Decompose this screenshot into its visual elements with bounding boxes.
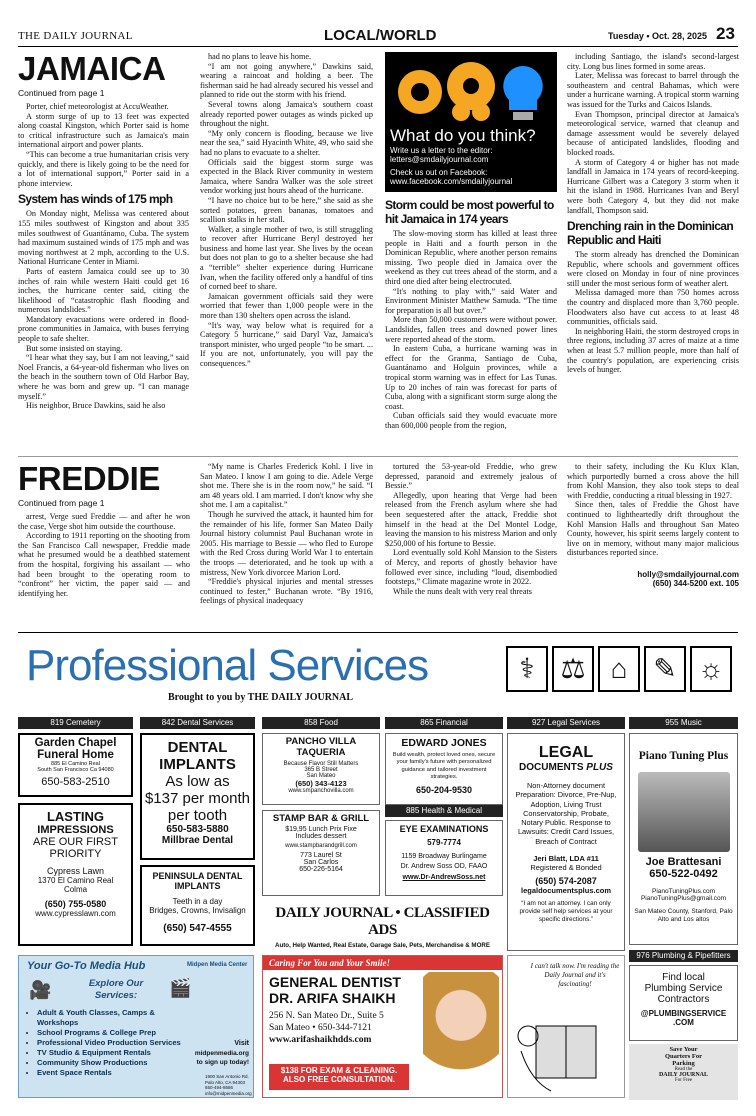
freddie-continued: Continued from page 1 bbox=[18, 498, 105, 508]
jones-text: Build wealth, protect loved ones, secure your family's future with personalized guidance and tailored investment strategies. bbox=[392, 752, 496, 781]
stamp-title: STAMP BAR & GRILL bbox=[272, 813, 370, 824]
cypress-line-3: ARE OUR FIRST bbox=[33, 836, 118, 848]
cypress-web: www.cypresslawn.com bbox=[35, 909, 116, 918]
dental-line-4: $137 per month bbox=[144, 790, 251, 807]
jamaica-text-1b bbox=[18, 209, 189, 410]
pancho-line-5: San Mateo bbox=[306, 773, 336, 779]
cypress-line-2: IMPRESSIONS bbox=[37, 824, 114, 836]
video-camera-icon: 🎬 bbox=[169, 978, 192, 998]
legal-name: Jeri Blatt, LDA #11 bbox=[533, 854, 599, 864]
save-line-4: Read the bbox=[674, 1067, 693, 1072]
paragraph: arrest, Verge sued Freddie — and after he won the case, Verge shot him outside the courthouse. bbox=[18, 512, 190, 531]
stamp-web: www.stampbarandgrill.com bbox=[285, 843, 357, 849]
piano-phone: 650-522-0492 bbox=[649, 868, 718, 880]
wrench-icon: ✎ bbox=[644, 646, 686, 692]
media-logo: Midpen Media Center bbox=[187, 962, 248, 968]
jamaica-subhead-winds: System has winds of 175 mph bbox=[18, 192, 173, 207]
ad-save-quarters bbox=[629, 1044, 738, 1100]
classified-title: DAILY JOURNAL • CLASSIFIED ADS bbox=[275, 905, 490, 938]
pancho-line-4: 365 B Street bbox=[304, 767, 338, 773]
eye-phone: 579-7774 bbox=[427, 838, 461, 847]
paragraph: “I have no choice but to be here,” she said as she sorted potatoes, green bananas, tomatoes and scallion stalks in her stall. bbox=[200, 195, 373, 225]
paragraph: A storm of Category 4 or higher has not made landfall in Jamaica in 174 years of record-keeping. Hurricane Gilbert was a Category 3 storm when it hit the island in 1988. Hurricanes Ivan and Beryl were both Category 4, but they did not make landfall, Thompson said. bbox=[567, 157, 739, 215]
issue-date: Tuesday • Oct. 28, 2025 bbox=[608, 31, 708, 41]
paragraph: In eastern Cuba, a hurricane warning was in effect for the Granma, Santiago de Cuba, Guantánamo and Holguin provinces, while a tropical storm warning was in effect for Las Tunas. Up to 20 inches of rain was forecast for parts of Cuba, along with a significant storm surge along the coast. bbox=[385, 344, 557, 411]
promo-title: What do you think? bbox=[390, 126, 536, 145]
cartoon-caption: I can't talk now. I'm reading the Daily Journal and it's fascinating! bbox=[530, 962, 620, 988]
paragraph: Later, Melissa was forecast to barrel through the southeastern and central Bahamas, which were under a hurricane warning. A tropical storm warning was issued for the Turks and Caicos Islands. bbox=[567, 71, 739, 109]
ad-stamp-bar[interactable] bbox=[262, 810, 380, 896]
cat-dental: 842 Dental Services bbox=[140, 717, 255, 729]
paragraph: In neighboring Haiti, the storm destroyed crops in three regions, including 37 acres of maize at a time when at least 5.7 million people, more than half of the country's population, are experiencing crisis levels of hunger. bbox=[567, 326, 739, 375]
cypress-line-1: LASTING bbox=[46, 809, 105, 824]
ad-millbrae-dental[interactable] bbox=[140, 733, 255, 860]
paper-name: THE DAILY JOURNAL bbox=[18, 30, 133, 42]
freddie-col-4 bbox=[567, 462, 739, 628]
jamaica-text-4a bbox=[567, 52, 739, 215]
media-service-item: • Event Space Rentals bbox=[37, 1068, 197, 1078]
page-number: 23 bbox=[716, 24, 735, 43]
masthead bbox=[18, 20, 738, 44]
dental-line-1: DENTAL bbox=[167, 739, 228, 756]
piano-name: Joe Brattesani bbox=[645, 856, 722, 868]
pancho-line-3: Because Flavor Still Matters bbox=[283, 761, 359, 767]
paragraph: A storm surge of up to 13 feet was expected along coastal Kingston, which Porter said is home to critical infrastructure such as Jamaica's main international airport and power plants. bbox=[18, 111, 189, 150]
paragraph: “This can become a true humanitarian crisis very quickly, and there is likely going to be the need for a lot of international support,” Porter said in a phone interview. bbox=[18, 149, 189, 188]
peninsula-line-2: IMPLANTS bbox=[174, 881, 221, 891]
paragraph: “It's way, way below what is required for a Category 5 hurricane,” said Daryl Vaz, Jamaica's transport minister, who urged people “to be smart. ... If you are not, unfortunately, you will pay the consequences.” bbox=[200, 320, 373, 368]
promo-email[interactable]: letters@smdailyjournal.com bbox=[390, 155, 489, 164]
jones-name: EDWARD JONES bbox=[401, 737, 487, 749]
peninsula-phone: (650) 547-4555 bbox=[163, 923, 232, 934]
shaikh-city: San Mateo • 650-344-7121 bbox=[269, 1023, 372, 1033]
paragraph: But some insisted on staying. bbox=[26, 343, 123, 353]
shaikh-address: 256 N. San Mateo Dr., Suite 5 bbox=[269, 1011, 384, 1021]
pancho-phone: (650) 343-4123 bbox=[295, 779, 347, 788]
paragraph: Since then, tales of Freddie the Ghost have continued to lightheartedly drift throughout the Kohl Mansion Halls and throughout San Mateo County, however, his spirit seems largely content to live on in memory, without many major malicious disturbances reported since. bbox=[567, 500, 739, 558]
piano-web-1: PianoTuningPlus.com bbox=[652, 888, 715, 895]
cat-music: 955 Music bbox=[629, 717, 738, 729]
jamaica-col-2 bbox=[200, 52, 373, 478]
services-rule bbox=[18, 632, 738, 633]
garden-name-1: Garden Chapel bbox=[34, 737, 117, 749]
media-address: 1900 San Antonio Rd. Palo Alto, CA 94303 650-494-8686 info@midpenmedia.org bbox=[205, 1074, 252, 1096]
media-explore: Explore Our Services: bbox=[88, 978, 144, 1001]
media-service-item: • Professional Video Production Services bbox=[37, 1038, 197, 1048]
cat-food: 858 Food bbox=[262, 717, 380, 729]
legal-note: “I am not an attorney. I can only provide self help services at your specific directions.” bbox=[519, 900, 613, 924]
paragraph: Parts of eastern Jamaica could see up to 30 inches of rain while western Haiti could get 16 inches, the hurricane center said, citing the likelihood of “catastrophic flash flooding and numerous landslides.” bbox=[18, 266, 189, 315]
cypress-line-4: PRIORITY bbox=[49, 848, 102, 860]
media-service-item: • Adult & Youth Classes, Camps & Workshops bbox=[37, 1008, 197, 1028]
header-rule bbox=[18, 46, 738, 47]
piano-title: Piano Tuning Plus bbox=[638, 750, 729, 762]
paragraph: His neighbor, Bruce Dawkins, said he also bbox=[26, 401, 166, 411]
reader-cartoon-icon bbox=[516, 1016, 616, 1094]
paragraph: Several towns along Jamaica's southern coast already reported power outages as winds picked up throughout the night. bbox=[200, 99, 373, 129]
paragraph: On Monday night, Melissa was centered about 155 miles southwest of Kingston and about 335 miles southwest of Guantánamo, Cuba. The system had maximum sustained winds of 175 mph and was moving northwest at 2 mph, according to the U.S. National Hurricane Center in Miami. bbox=[18, 209, 189, 267]
freddie-text-4 bbox=[567, 462, 739, 558]
paragraph: Melissa damaged more than 750 homes across the country and displaced more than 3,760 people. Floodwaters also have cut access to at least 48 communities, officials said. bbox=[567, 288, 739, 327]
jones-phone: 650-204-9530 bbox=[415, 784, 473, 795]
eye-addr: 1159 Broadway Burlingame bbox=[401, 853, 487, 860]
shaikh-offer bbox=[269, 1064, 409, 1090]
cat-legal: 927 Legal Services bbox=[507, 717, 625, 729]
letters-promo bbox=[385, 52, 557, 192]
wellness-icon: ☼ bbox=[690, 646, 732, 692]
piano-area: San Mateo County, Stanford, Palo Alto and Los altos bbox=[634, 908, 733, 923]
jamaica-text-1a bbox=[18, 102, 189, 188]
legal-line-2-wrap bbox=[508, 762, 624, 773]
media-service-list bbox=[37, 1008, 197, 1078]
freddie-col-1 bbox=[18, 460, 190, 628]
jamaica-continued: Continued from page 1 bbox=[18, 88, 105, 98]
legal-plus: PLUS bbox=[586, 762, 613, 773]
paragraph: According to 1911 reporting on the shooting from the San Francisco Call newspaper, Freddie made what he presumed would be a deathbed statement from the hospital, forgiving his assailant — who had been brought to the operating room to “confront” her victim, the paper said — and identifying her. bbox=[18, 531, 190, 598]
jamaica-text-4b bbox=[567, 250, 739, 375]
eye-doctor: Dr. Andrew Soss OD, FAAO bbox=[400, 863, 488, 870]
section-name: LOCAL/WORLD bbox=[324, 27, 437, 44]
reporter-phone: (650) 344-5200 ext. 105 bbox=[652, 578, 739, 588]
jamaica-col-1 bbox=[18, 50, 189, 478]
pancho-line-1: PANCHO VILLA bbox=[285, 736, 357, 747]
scales-icon: ⚖ bbox=[552, 646, 594, 692]
cypress-addr: 1370 El Camino Real bbox=[37, 876, 114, 885]
media-visit: Visit bbox=[234, 1040, 249, 1047]
freddie-col-3 bbox=[385, 462, 557, 628]
eye-title: EYE EXAMINATIONS bbox=[399, 824, 489, 834]
plumb-line-5: .COM bbox=[673, 1018, 694, 1027]
plumb-line-1: Find local bbox=[662, 972, 705, 983]
shaikh-tagline: Caring For You and Your Smile! bbox=[263, 956, 502, 970]
media-site[interactable]: midpenmedia.org bbox=[194, 1050, 249, 1057]
paragraph: Walker, a single mother of two, is still struggling to recover after Hurricane Beryl destroyed her business and home last year. She lives by the ocean but does not plan to go to a shelter because she had a “terrible” shelter experience during Hurricane Ivan, when the facility offered only a handful of tins of corned beef to share. bbox=[200, 224, 373, 292]
paragraph: The slow-moving storm has killed at least three people in Haiti and a fourth person in the Dominican Republic, where another person remains missing. Two people died in Jamaica over the weekend as they cut trees ahead of the storm, and a third one died after being electrocuted. bbox=[385, 229, 557, 286]
jamaica-col-4 bbox=[567, 52, 739, 478]
pancho-web: www.smpanchovilla.com bbox=[288, 788, 354, 794]
classified-sub: Auto, Help Wanted, Real Estate, Garage Sale, Pets, Merchandise & MORE bbox=[274, 942, 490, 949]
stamp-line-2: Includes dessert bbox=[295, 833, 347, 840]
jamaica-subhead-drenching: Drenching rain in the Dominican Republic and Haiti bbox=[567, 219, 734, 248]
garden-addr-2: South San Francisco Ca 94080 bbox=[37, 767, 114, 773]
media-service-item: • TV Studio & Equipment Rentals bbox=[37, 1048, 197, 1058]
jamaica-text-3 bbox=[385, 229, 557, 430]
save-line-6: For Free bbox=[674, 1078, 693, 1083]
stamp-line-4: San Carlos bbox=[303, 859, 339, 866]
paragraph: Porter, chief meteorologist at AccuWeather. bbox=[26, 102, 169, 111]
paragraph: More than 50,000 customers were without power. Landslides, fallen trees and downed power lines were reported ahead of the storm. bbox=[385, 315, 557, 344]
shaikh-line-1: GENERAL DENTIST bbox=[269, 974, 401, 990]
cat-plumbing: 976 Plumbing & Pipefitters bbox=[629, 950, 738, 962]
plumb-line-2: Plumbing Service bbox=[644, 983, 723, 994]
film-camera-icon: 🎥 bbox=[29, 980, 52, 1000]
save-line-3: Parking bbox=[672, 1060, 695, 1067]
paragraph: “My only concern is flooding, because we live near the sea,” said Hyacinth White, 49, who said she had no plans to evacuate to a shelter. bbox=[200, 128, 373, 157]
ad-pancho-villa[interactable] bbox=[262, 733, 380, 805]
paragraph: Mandatory evacuations were ordered in flood-prone communities in Jamaica, with buses ferrying people to safe shelter. bbox=[18, 314, 189, 344]
dental-phone: 650-583-5880 bbox=[166, 824, 229, 835]
freddie-col-2 bbox=[200, 462, 373, 628]
promo-line-1: Write us a letter to the editor: bbox=[390, 146, 493, 155]
freddie-headline: FREDDIE bbox=[18, 460, 161, 497]
paragraph: “I am not going anywhere,” Dawkins said, wearing a raincoat and holding a beer. The fisherman said he had already secured his vessel and planned to ride out the storm with his friend. bbox=[200, 61, 373, 100]
paragraph: Though he survived the attack, it haunted him for the remainder of his life, former San Mateo Daily Journal history columnist Paul Buchanan wrote in 2005. His marriage to Bessie — who fled to Europe with the Red Cross during World War I to entertain the troops — deteriorated, and he took up with a mistress, New York divorcee Marion Lord. bbox=[200, 509, 373, 577]
promo-facebook[interactable]: www.facebook.com/smdailyjournal bbox=[390, 177, 513, 186]
piano-web-2: PianoTuningPlus@gmail.com bbox=[640, 895, 727, 902]
save-line-1: Save Your bbox=[669, 1046, 698, 1053]
paragraph: Officials said the biggest storm surge was expected in the Black River community in western Jamaica, where Sandra Walker was the sole street vendor working just hours ahead of the hurricane. bbox=[200, 157, 373, 196]
ad-classified[interactable] bbox=[262, 902, 503, 949]
services-byline: Brought to you by THE DAILY JOURNAL bbox=[168, 692, 354, 703]
paragraph: to their safety, including the Ku Klux Klan, which purportedly burned a cross above the hill from Kohl Mansion, they also took steps to deal with Freddie, conducting a ritual blessing in 1927. bbox=[567, 462, 739, 500]
ad-legal-documents[interactable] bbox=[507, 733, 625, 951]
plumb-line-4: @PLUMBINGSERVICE bbox=[640, 1009, 727, 1018]
cat-health: 885 Health & Medical bbox=[385, 805, 503, 817]
peninsula-line-3: Teeth in a day bbox=[172, 897, 223, 906]
garden-name-2: Funeral Home bbox=[37, 749, 114, 761]
paragraph: Lord eventually sold Kohl Mansion to the Sisters of Mercy, and reports of ghostly behavior have followed ever since, including “loud, disembodied footsteps,” Climate magazine wrote in 2022. bbox=[385, 548, 557, 587]
paragraph: “I hear what they say, but I am not leaving,” said Noel Francis, a 64-year-old fisherman who lives on the beach in the southern town of Old Harbor Bay, where he was born and grew up. “I can manage myself.” bbox=[18, 353, 189, 401]
ad-peninsula-dental[interactable] bbox=[140, 865, 255, 946]
paragraph: Cuban officials said they would evacuate more than 600,000 people from the region, bbox=[385, 411, 557, 430]
stamp-line-3: 773 Laurel St bbox=[300, 852, 342, 859]
legal-web: legaldocumentsplus.com bbox=[520, 886, 612, 896]
ad-piano-tuning[interactable] bbox=[629, 733, 738, 945]
ad-midpen-media[interactable] bbox=[18, 955, 254, 1098]
paragraph: While the nuns dealt with very real threats bbox=[393, 586, 532, 596]
mid-rule bbox=[18, 456, 738, 457]
reporter-email[interactable]: holly@smdailyjournal.com bbox=[637, 569, 739, 579]
paragraph: tortured the 53-year-old Freddie, who grew depressed, paranoid and extremely jealous of Bessie.” bbox=[385, 462, 557, 491]
paragraph: The storm already has drenched the Dominican Republic, where schools and government offices were closed on Monday in four of nine provinces still under the most serious form of weather alert. bbox=[567, 250, 739, 288]
paragraph: including Santiago, the island's second-largest city. Long bus lines formed in some areas. bbox=[567, 52, 739, 71]
peninsula-line-1: PENINSULA DENTAL bbox=[152, 871, 243, 881]
save-line-5: DAILY JOURNAL bbox=[658, 1072, 709, 1078]
shaikh-offer-1: $138 FOR EXAM & CLEANING. bbox=[280, 1066, 398, 1075]
services-banner bbox=[18, 640, 738, 710]
media-title: Your Go-To Media Hub bbox=[27, 960, 146, 972]
peninsula-line-4: Bridges, Crowns, Invisalign bbox=[149, 906, 246, 915]
media-service-item: • Community Show Productions bbox=[37, 1058, 197, 1068]
paragraph: Evan Thompson, principal director at Jamaica's meteorological service, warned that cleanup and damage assessment would be severely delayed because of anticipated landslides, flooding and blocked roads. bbox=[567, 109, 739, 157]
paragraph: had no plans to leave his home. bbox=[208, 52, 312, 61]
cypress-city: Colma bbox=[63, 885, 88, 894]
legal-phone: (650) 574-2087 bbox=[535, 876, 597, 887]
cypress-phone: (650) 755-0580 bbox=[44, 899, 107, 909]
paragraph: Allegedly, upon hearing that Verge had been released from the French asylum where she had been sequestered after the attack, Freddie shot himself in the head at the Del Montel Lodge, leaving the mansion to his mistress Marion and only $250,000 of his fortune to Bessie. bbox=[385, 490, 557, 548]
garden-phone: 650-583-2510 bbox=[41, 776, 110, 788]
eye-web[interactable]: www.Dr-AndrewSoss.net bbox=[402, 874, 486, 881]
shaikh-photo bbox=[423, 972, 499, 1096]
paragraph: “It's nothing to play with,” said Water and Environment Minister Matthew Samuda. “The time for preparation is all but over.” bbox=[385, 286, 557, 315]
plumb-line-3: Contractors bbox=[657, 994, 710, 1005]
dental-name: Millbrae Dental bbox=[161, 835, 234, 846]
legal-reg: Registered & Bonded bbox=[530, 863, 602, 873]
paragraph: “My name is Charles Frederick Kohl. I live in San Mateo. I know I am going to die. Adele Verge shot me. There she is in the room now,” he said. “I am 48 years old. I am married. I don't know why she shot me. I am a capitalist.” bbox=[200, 462, 373, 510]
dental-line-5: per tooth bbox=[167, 807, 228, 824]
service-icons bbox=[506, 646, 738, 696]
shaikh-web[interactable]: www.arifashaikhdds.com bbox=[269, 1035, 372, 1045]
legal-line-2: DOCUMENTS bbox=[519, 762, 584, 773]
shaikh-line-2: DR. ARIFA SHAIKH bbox=[269, 990, 396, 1006]
ad-reading-cartoon bbox=[507, 955, 625, 1098]
jamaica-col-3 bbox=[385, 194, 557, 478]
piano-photo bbox=[638, 772, 730, 852]
caduceus-icon: ⚕ bbox=[506, 646, 548, 692]
house-icon: ⌂ bbox=[598, 646, 640, 692]
ad-dr-shaikh[interactable] bbox=[262, 955, 503, 1098]
ad-plumbing[interactable] bbox=[629, 965, 738, 1041]
paragraph: “Freddie's physical injuries and mental stresses continued to fester,” Buchanan wrote. “By 1916, feelings of physical inadequacy bbox=[200, 577, 373, 606]
paragraph: Jamaican government officials said they were worried that fewer than 1,000 people were in the more than 130 shelters open across the island. bbox=[200, 291, 373, 321]
jamaica-subhead-powerful: Storm could be most powerful to hit Jamaica in 174 years bbox=[385, 198, 554, 226]
ad-eye-exams[interactable] bbox=[385, 820, 503, 896]
legal-line-1: LEGAL bbox=[538, 744, 594, 761]
pancho-line-2: TAQUERIA bbox=[296, 747, 346, 758]
cypress-name: Cypress Lawn bbox=[46, 866, 105, 876]
freddie-text-1 bbox=[18, 512, 190, 598]
media-signup: to sign up today! bbox=[196, 1059, 249, 1066]
promo-line-3: Check us out on Facebook: bbox=[390, 168, 488, 177]
services-title: Professional Services bbox=[26, 641, 429, 690]
dental-line-3: As low as bbox=[165, 773, 230, 790]
cat-cemetery: 819 Cemetery bbox=[18, 717, 133, 729]
ad-cypress-lawn[interactable] bbox=[18, 803, 133, 946]
ad-garden-chapel[interactable] bbox=[18, 733, 133, 797]
stamp-phone: 650-226-5164 bbox=[299, 866, 343, 873]
legal-body: Non-Attorney document Preparation: Divorce, Pre-Nup, Adoption, Living Trust Conservatorship, Probate, Notary Public. Response to Lawsuits: Credit Card Issues, Breach of Contract bbox=[515, 781, 617, 846]
media-service-item: • School Programs & College Prep bbox=[37, 1028, 197, 1038]
ad-edward-jones[interactable] bbox=[385, 733, 503, 805]
stamp-line-1: $19,95 Lunch Prix Fixe bbox=[285, 826, 357, 833]
save-line-2: Quarters For bbox=[664, 1053, 702, 1060]
cat-financial: 865 Financial bbox=[385, 717, 503, 729]
jamaica-headline: JAMAICA bbox=[18, 50, 166, 87]
dental-line-2: IMPLANTS bbox=[159, 756, 236, 773]
shaikh-offer-2: ALSO FREE CONSULTATION. bbox=[283, 1075, 395, 1084]
garden-addr-1: 885 El Camino Real bbox=[51, 761, 100, 767]
gears-bulb-icon bbox=[385, 52, 557, 126]
